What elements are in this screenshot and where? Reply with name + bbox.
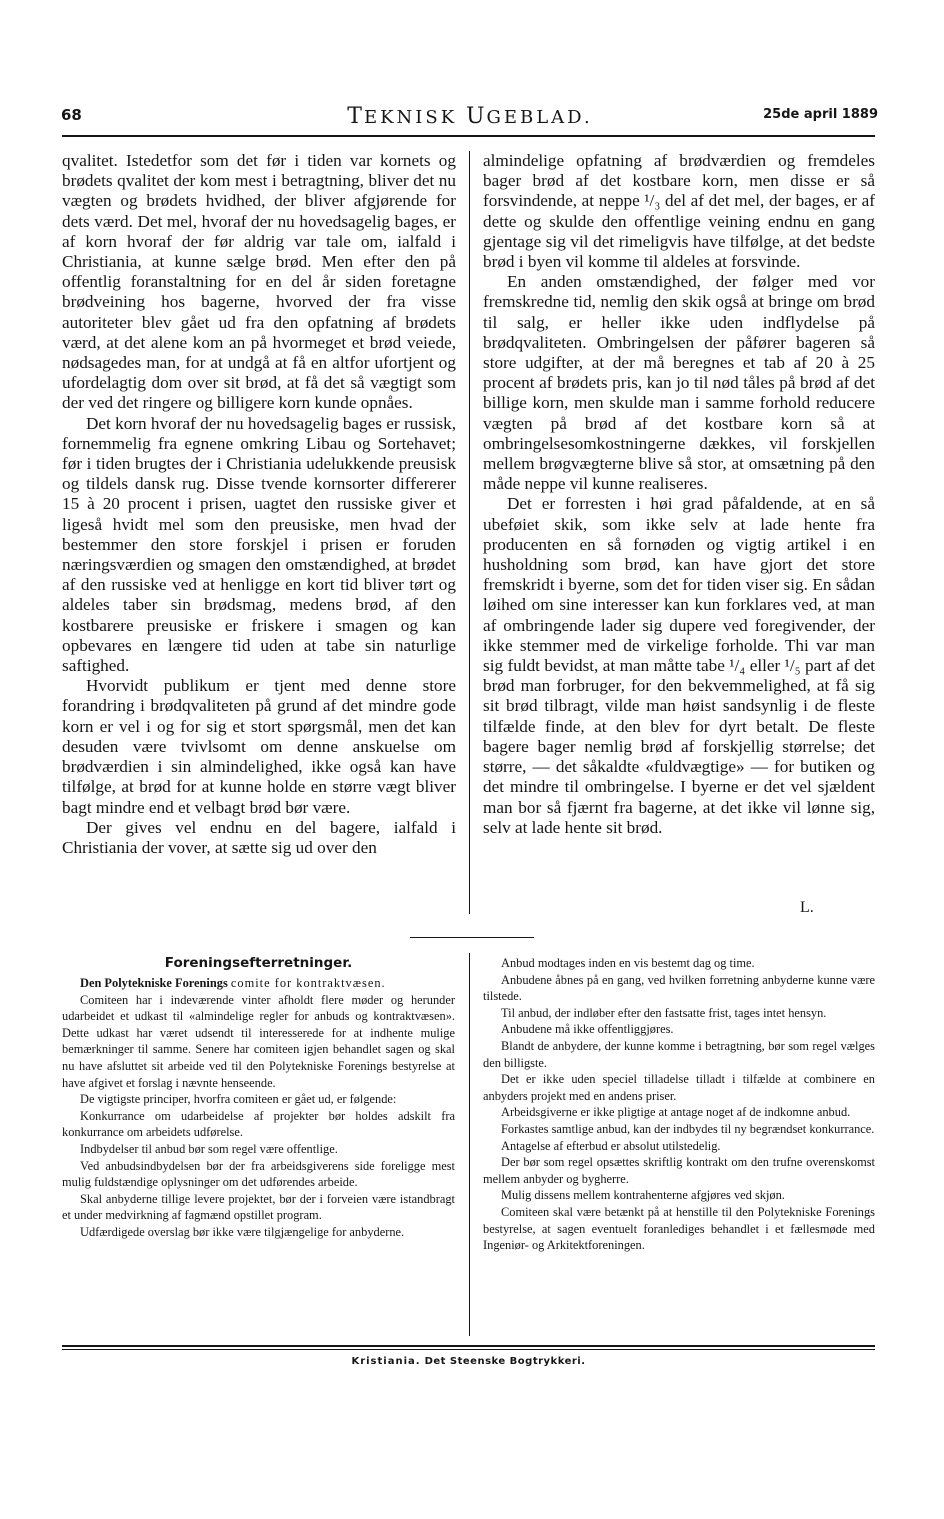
notes-paragraph: Mulig dissens mellem kontrahenterne afgjøres ved skjøn. [501,1188,785,1203]
article-paragraph: Der gives vel endnu en del bagere, ialfald i Christiania der vover, at sætte sig ud over den [62,817,456,857]
masthead-title [290,104,650,129]
notes-paragraph: Antagelse af efterbud er absolut utilstedelig. [501,1138,721,1153]
notes-column-divider [469,953,470,1336]
notes-paragraph: Ved anbudsindbydelsen bør der fra arbeidsgiverens side foreligge mest mulig fuldstændige oplysninger om det udførendes arbeide. [62,1158,455,1190]
printer-imprint [62,1356,875,1367]
masthead-word-1: EKNISK [363,107,458,128]
notes-paragraph: Blandt de anbydere, der kunne komme i betragtning, bør som regel vælges den billigste. [483,1038,875,1070]
article-paragraph: Det er forresten i høi grad påfaldende, at en så ubeføiet skik, som ikke selv at lade hente fra producenten en så fornøden og vigtig artikel i en husholdning som brød, kan have gjort det store fremskridt i byerne, som det for tiden viser sig. En sådan løihed om sine interesser kan kun forklares ved, at man af ombringende lader sig dupere ved foregivender, der ikke stemmer med de virkelige forholde. Thi var man sig fuldt bevidst, at man måtte tabe ¹/₄ eller ¹/₅ part af det brød man forbruger, for den bekvemmelighed, at få sig sit brød tilbragt, vilde man høist sandsynlig i de fleste tilfælde finde, at den blev for dyrt betalt. De fleste bagere bager nemlig brød af forskjellig størrelse; det større, — det såkaldte «fuldvægtige» — for butiken og det mindre til ombringelse. I byerne er det vel sjældent man bor så fjærnt fra bagerne, at det ikke vil lønne sig, selv at lade hente sit brød. [483,494,875,837]
notes-paragraph: Comiteen skal være betænkt på at henstille til den Polytekniske Forenings bestyrelse, at sagen eventuelt foranlediges behandlet i et fællesmøde med Ingeniør- og Arkitektforeningen. [483,1204,875,1253]
article-signature: L. [800,899,814,916]
notes-paragraph: Skal anbyderne tillige levere projektet, bør der i forveien være istandbragt et under medvirkning af fagmænd opstillet program. [62,1191,455,1223]
notes-paragraph: Der bør som regel opsættes skriftlig kontrakt om den trufne overenskomst mellem anbyder og bygherre. [483,1155,875,1186]
notes-paragraph: Arbeidsgiverne er ikke pligtige at antage noget af de indkomne anbud. [501,1105,851,1120]
notes-heading: Foreningsefterretninger. [164,955,353,971]
notes-paragraph: Udfærdigede overslag bør ikke være tilgjængelige for anbyderne. [80,1224,405,1239]
notes-column-right [483,955,875,1254]
article-column-left [62,151,456,858]
notes-paragraph: De vigtigste principer, hvorfra comiteen er gået ud, er følgende: [80,1092,397,1107]
notes-lead-spaced: comite for kontraktvæsen. [230,976,386,990]
article-paragraph: qvalitet. Istedetfor som det før i tiden var kornets og brødets qvalitet der kom mest i betragtning, bliver det nu vægten og brødets hvidhed, der bliver afgjørende for dets værd. Det mel, hvoraf der nu hovedsagelig bages, er af korn hvoraf der før aldrig var tale om, ialfald i Christiania, at kunne sælge brød. Men efter den på offentlig foranstaltning for en del år siden foretagne brødveining hos bagerne, hvorved der fra visse autoriteter blev gået ud fra den opfatning af brødets værd, at det alene kom an på hvormeget et brød veiede, nødsagedes man, for at undgå at få en altfor ufortjent og ufordelagtig dom over sit brød, at få det så vægtigt som der ved det ringere og billigere korn kunde opnåes. [62,151,456,413]
printer-place: Kristiania. [351,1356,421,1367]
notes-paragraph: Anbud modtages inden en vis bestemt dag og time. [501,956,755,970]
notes-paragraph: Anbudene åbnes på en gang, ved hvilken forretning anbyderne kunne være tilstede. [483,972,875,1004]
page-number: 68 [61,106,82,124]
notes-lead-bold: Den Polytekniske Forenings [80,976,228,990]
masthead-initial-1: T [347,104,364,129]
notes-paragraph: Indbydelser til anbud bør som regel være offentlige. [80,1141,338,1156]
printer-name: Det Steenske Bogtrykkeri. [424,1356,586,1367]
masthead-word-2: GEBLAD. [486,107,593,128]
footer-rule-thick [62,1345,875,1347]
section-separator [410,937,534,938]
notes-column-left [62,975,455,1241]
notes-paragraph: Comiteen har i indeværende vinter afholdt flere møder og herunder udarbeidet et udkast til «almindelige regler for anbuds og kontraktvæsen». Dette udkast har været udsendt til interesserede for at indhente mulige bemærkninger til samme. Senere har comiteen igjen behandlet sagen og skal nu have afsluttet sit arbeide ved til den Polytekniske Forenings bestyrelse at have afgivet et forslag i nævnte henseende. [62,992,455,1090]
footer-rule-thin [62,1349,875,1350]
masthead-initial-2: U [465,104,487,129]
article-column-right [483,151,875,838]
notes-paragraph: Anbudene må ikke offentliggjøres. [501,1022,674,1037]
notes-paragraph: Konkurrance om udarbeidelse af projekter bør holdes adskilt fra konkurrance om arbeidets udførelse. [62,1108,455,1140]
notes-paragraph: Forkastes samtlige anbud, kan der indbydes til ny begrændset konkurrance. [501,1121,875,1136]
notes-paragraph: Det er ikke uden speciel tilladelse tilladt i tilfælde at combinere en anbyders projekt med en andens priser. [483,1072,875,1103]
article-paragraph: Det korn hvoraf der nu hovedsagelig bages er russisk, fornemmelig fra egnene omkring Libau og Sortehavet; før i tiden brugtes der i Christiania udelukkende preusisk og tildels dansk rug. Disse tvende kornsorter differerer 15 à 20 procent i prisen, uagtet den russiske giver et ligeså hvidt mel som den preusiske, men hvad der bestemmer den store forskjel i prisen er foruden næringsværdien og smagen den omstændighed, at brødet af den russiske ved at henligge en kort tid bliver tørt og aldeles taber sin brødsmag, medens brød, af den kostbarere preusiske er friskere i smagen og kan opbevares en længere tid uden at tabe sin naturlige saftighed. [62,413,456,676]
notes-lead [62,975,455,992]
issue-date: 25de april 1889 [763,107,878,122]
article-paragraph: En anden omstændighed, der følger med vor fremskredne tid, nemlig den skik også at bringe om brød til salg, er heller ikke uden indflydelse på brødqvaliteten. Ombringelsen der påfører bageren så store udgifter, at der må beregnes et tab af 20 à 25 procent af brødets pris, kan jo til nød tåles på brød af det billige korn, men skulde man i samme forhold reducere vægten på brød af det kostbare korn så at ombringelsesomkostningerne dækkes, vil forskjellen mellem brøgvægterne blive så stor, at omsætning på den måde neppe vil kunne realiseres. [483,272,875,494]
article-paragraph: almindelige opfatning af brødværdien og fremdeles bager brød af det kostbare korn, men disse er så forsvindende, at neppe ¹/₃ del af det mel, der bages, er af dette og skulde den offentlige veining endnu en gang gjentage sig vil det rimeligvis have tilfølge, at det bedste brød i byen vil komme til aldeles at forsvinde. [483,151,875,272]
header-rule [62,135,875,137]
article-paragraph: Hvorvidt publikum er tjent med denne store forandring i brødqvaliteten på grund af det mindre gode korn er vel i og for sig et stort spørgsmål, men det kan desuden være tvivlsomt om denne anskuelse om brødværdien i sin almindelighed, ikke også kan have tilfølge, at brød for at kunne holde en større vægt bliver bagt mindre end et velbagt brød bør være. [62,676,456,817]
column-divider [469,151,470,914]
notes-paragraph: Til anbud, der indløber efter den fastsatte frist, tages intet hensyn. [501,1005,827,1020]
